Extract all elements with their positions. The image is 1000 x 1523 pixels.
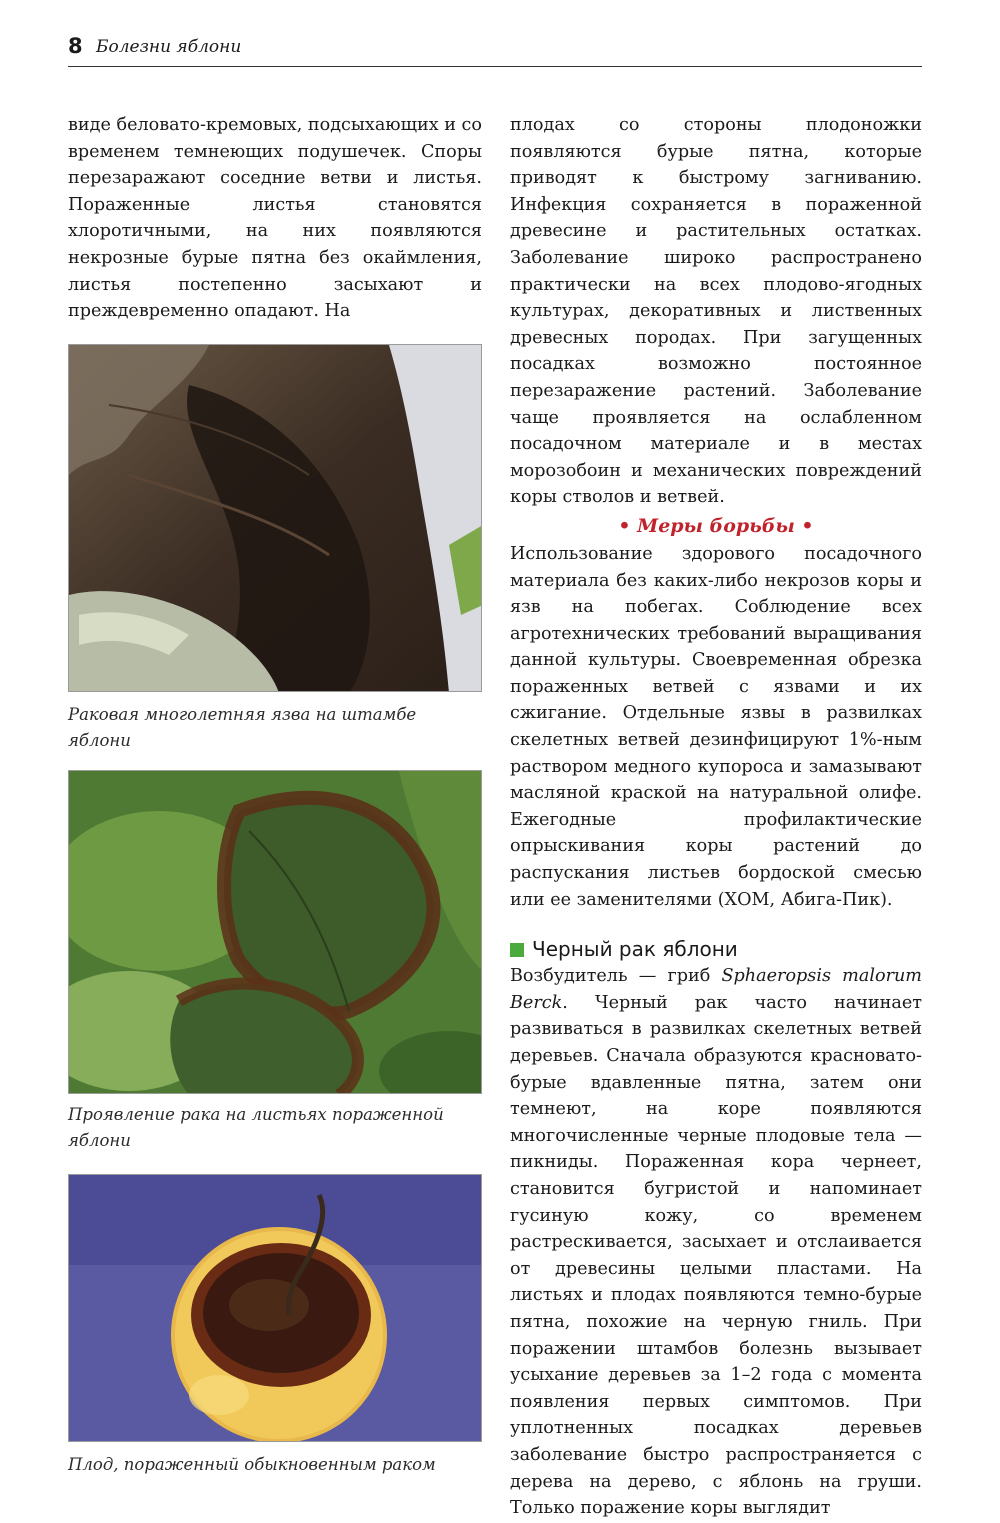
section-marker-icon <box>510 943 524 957</box>
control-measures-heading: • Меры борьбы • <box>618 514 814 537</box>
diseased-apple-image <box>69 1175 482 1442</box>
right-intro-paragraph: плодах со стороны плодоножки появляются бурые пятна, которые приводят к быстрому загниванию. Инфекция сохраняется в пораженной древесине и растительных остатках. Заболевание широко распространено практически на всех плодово-ягодных культурах, декоративных и лиственных древесных породах. При загущенных посадках возможно постоянное перезаражение растений. Заболевание чаще проявляется на ослабленном посадочном материале и в местах морозобоин и механических повреждений коры стволов и ветвей. <box>510 115 922 508</box>
tree-bark-canker-image <box>69 345 482 692</box>
section-lead: Возбудитель — гриб <box>510 966 722 987</box>
left-column <box>68 112 482 1478</box>
page-header <box>68 34 922 67</box>
figure-caption: Проявление рака на листьях пораженной яблони <box>68 1104 444 1150</box>
figure-caption: Раковая многолетняя язва на штамбе яблони <box>68 704 417 750</box>
figure-leaf-canker-photo <box>68 770 482 1094</box>
pathogen-latin-name: Sphaeropsis malorum Berck <box>510 966 922 1013</box>
diseased-leaves-image <box>69 771 482 1094</box>
section-heading <box>510 935 922 963</box>
figure-caption: Плод, пораженный обыкновенным раком <box>68 1454 436 1474</box>
figure-fruit-canker-photo <box>68 1174 482 1442</box>
right-column <box>510 112 922 1522</box>
black-canker-paragraph <box>510 963 922 1521</box>
control-measures-paragraph: Использование здорового посадочного материала без каких-либо некрозов коры и язв на побегах. Соблюдение всех агротехнических требований выращивания данной культуры. Своевременная обрезка пораженных ветвей с язвами и их сжигание. Отдельные язвы в развилках скелетных ветвей дезинфицируют 1%-ным раствором медного купороса и замазывают масляной краской на натуральной олифе. Ежегодные профилактические опрыскивания коры растений до распускания листьев бордоской смесью или ее заменителями (ХОМ, Абига-Пик). <box>510 543 922 910</box>
page-number: 8 <box>68 34 83 58</box>
figure-bark-canker-photo <box>68 344 482 692</box>
running-title: Болезни яблони <box>96 37 242 57</box>
section-body-text: . Черный рак часто начинает развиваться в развилках скелетных ветвей деревьев. Сначала образуются красновато-бурые вдавленные пятна, затем они темнеют, на коре появляются многочисленные черные плодовые тела — пикниды. Пораженная кора чернеет, становится бугристой и напоминает гусиную кожу, со временем растрескивается, засыхает и отслаивается от древесины целыми пластами. На листьях и плодах появляются темно-бурые пятна, похожие на черную гниль. При поражении штамбов болезнь вызывает усыхание деревьев за 1–2 года с момента появления первых симптомов. При уплотненных посадках деревьев заболевание быстро распространяется с дерева на дерево, с яблонь на груши. Только поражение коры выглядит <box>510 992 922 1519</box>
section-heading-text: Черный рак яблони <box>532 937 738 962</box>
left-paragraph: виде беловато-кремовых, подсыхающих и со временем темнеющих подушечек. Споры перезаражают соседние ветви и листья. Пораженные листья становятся хлоротичными, на них появляются некрозные бурые пятна без окаймления, листья постепенно засыхают и преждевременно опадают. На <box>68 115 482 322</box>
